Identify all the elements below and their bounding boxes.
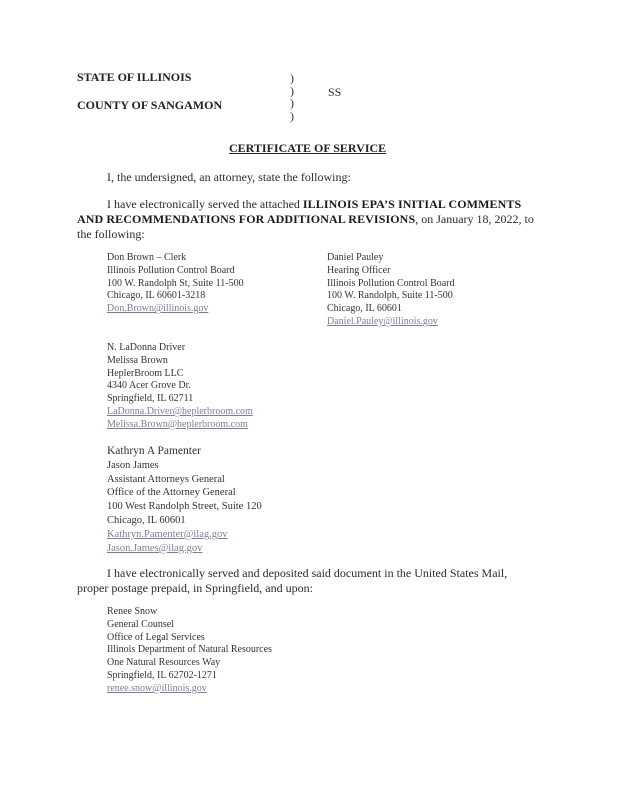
service-date: , on January 18, 2022, to	[415, 212, 534, 226]
service-paragraph-line-2	[77, 212, 534, 227]
recipient-block	[327, 252, 455, 329]
address-line: Melissa Brown	[107, 354, 168, 366]
address-line: Assistant Attorneys General	[107, 473, 225, 485]
address-line: 100 W. Randolph St, Suite 11-500	[107, 277, 244, 289]
address-line: Don Brown – Clerk	[107, 252, 187, 263]
ss-mark: SS	[328, 85, 342, 99]
intro-statement: I, the undersigned, an attorney, state the following:	[107, 170, 351, 184]
address-line: Renee Snow	[107, 606, 158, 617]
address-line: Office of Legal Services	[107, 631, 205, 643]
address-line: Chicago, IL 60601	[107, 514, 186, 526]
address-line: N. LaDonna Driver	[107, 342, 186, 353]
address-line: Illinois Department of Natural Resources	[107, 644, 272, 656]
county-caption: COUNTY OF SANGAMON	[77, 98, 223, 112]
email-link[interactable]: Jason.James@ilag.gov	[107, 542, 203, 554]
address-line: Springfield, IL 62702-1271	[107, 669, 217, 681]
address-line: 100 W. Randolph, Suite 11-500	[327, 290, 453, 302]
address-line: Jason James	[107, 459, 159, 471]
caption-paren: )	[290, 83, 294, 98]
caption-paren: )	[290, 71, 294, 85]
email-link[interactable]: Kathryn.Pamenter@ilag.gov	[107, 528, 228, 540]
address-line: Daniel Pauley	[327, 252, 384, 263]
address-line: Kathryn A Pamenter	[107, 445, 201, 457]
document-title: CERTIFICATE OF SERVICE	[229, 141, 387, 155]
address-line: 4340 Acer Grove Dr.	[107, 380, 191, 392]
email-link[interactable]: LaDonna.Driver@heplerbroom.com	[107, 405, 253, 417]
mail-paragraph-line-1: I have electronically served and deposited said document in the United States Mail,	[107, 566, 508, 580]
address-line: Office of the Attorney General	[107, 487, 236, 499]
service-paragraph-line-1	[107, 197, 521, 212]
mail-paragraph-line-2: proper postage prepaid, in Springfield, and upon:	[77, 581, 313, 595]
address-line: Springfield, IL 62711	[107, 393, 194, 405]
caption-paren: )	[290, 108, 294, 123]
recipient-block	[107, 252, 244, 316]
address-line: Chicago, IL 60601-3218	[107, 290, 206, 302]
service-text: I have electronically served the attached	[107, 197, 303, 211]
recipient-block	[107, 342, 253, 432]
address-line: Chicago, IL 60601	[327, 303, 402, 315]
service-paragraph-line-3: the following:	[77, 227, 145, 241]
address-line: Illinois Pollution Control Board	[107, 264, 235, 276]
address-line: HeplerBroom LLC	[107, 367, 184, 379]
address-line: Hearing Officer	[327, 264, 391, 276]
email-link[interactable]: Melissa.Brown@heplerbroom.com	[107, 418, 248, 430]
recipient-block	[107, 445, 262, 555]
document-name: ILLINOIS EPA’S INITIAL COMMENTS	[302, 197, 522, 211]
recipient-block	[107, 606, 272, 696]
caption-parens	[290, 72, 294, 122]
document-name-continued: AND RECOMMENDATIONS FOR ADDITIONAL REVISIONS	[77, 212, 416, 226]
address-line: General Counsel	[107, 618, 174, 630]
address-line: One Natural Resources Way	[107, 657, 221, 669]
email-link[interactable]: Daniel.Pauley@illinois.gov	[327, 315, 438, 327]
address-line: Illinois Pollution Control Board	[327, 277, 455, 289]
caption-paren: )	[290, 96, 294, 110]
email-link[interactable]: renee.snow@illinois.gov	[107, 682, 207, 694]
email-link[interactable]: Don.Brown@illinois.gov	[107, 303, 209, 315]
state-caption: STATE OF ILLINOIS	[77, 70, 192, 84]
address-line: 100 West Randolph Street, Suite 120	[107, 501, 262, 513]
